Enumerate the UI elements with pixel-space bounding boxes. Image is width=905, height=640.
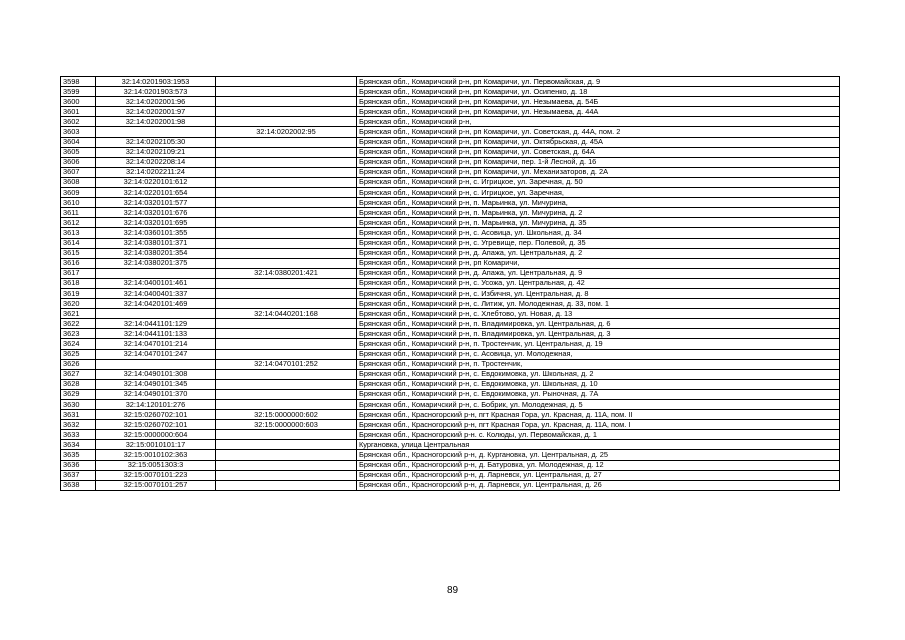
cadastral-number-cell: 32:14:0441101:133 [96,329,216,339]
building-cadastral-number-cell [216,379,357,389]
address-cell: Брянская обл., Комаричский р-н, с. Асовица, ул. Молодежная, [357,349,840,359]
address-cell: Брянская обл., Комаричский р-н, с. Угревище, пер. Полевой, д. 35 [357,238,840,248]
table-row [61,107,840,117]
cadastral-number-cell: 32:14:0380101:371 [96,238,216,248]
address-cell: Брянская обл., Комаричский р-н, с. Евдокимовка, ул. Рыночная, д. 7А [357,389,840,399]
table-row [61,117,840,127]
table-row [61,389,840,399]
cadastral-number-cell: 32:14:0202208:14 [96,157,216,167]
cadastral-number-cell: 32:14:0490101:308 [96,369,216,379]
cadastral-number-cell: 32:14:0202105:30 [96,137,216,147]
address-cell: Кургановка, улица Центральная [357,440,840,450]
building-cadastral-number-cell [216,470,357,480]
address-cell: Брянская обл., Красногорский р-н, д. Батуровка, ул. Молодежная, д. 12 [357,460,840,470]
address-cell: Брянская обл., Комаричский р-н, д. Апажа, ул. Центральная, д. 9 [357,268,840,278]
row-number-cell: 3619 [61,288,96,298]
table-row [61,268,840,278]
table-row [61,167,840,177]
table-row [61,228,840,238]
row-number-cell: 3633 [61,430,96,440]
row-number-cell: 3601 [61,107,96,117]
cadastral-number-cell: 32:14:0220101:612 [96,177,216,187]
row-number-cell: 3604 [61,137,96,147]
row-number-cell: 3618 [61,278,96,288]
building-cadastral-number-cell [216,208,357,218]
cadastral-number-cell: 32:15:0260702:101 [96,410,216,420]
cadastral-number-cell: 32:14:0470101:214 [96,339,216,349]
address-cell: Брянская обл., Комаричский р-н, п. Тростенчик, ул. Центральная, д. 19 [357,339,840,349]
cadastral-number-cell [96,127,216,137]
row-number-cell: 3620 [61,299,96,309]
cadastral-number-cell: 32:14:0441101:129 [96,319,216,329]
table-row [61,329,840,339]
building-cadastral-number-cell [216,238,357,248]
address-cell: Брянская обл., Комаричский р-н, рп Комаричи, пер. 1-й Лесной, д. 16 [357,157,840,167]
table-row [61,349,840,359]
building-cadastral-number-cell [216,77,357,87]
table-row [61,147,840,157]
building-cadastral-number-cell [216,218,357,228]
cadastral-number-cell: 32:14:0202001:96 [96,97,216,107]
cadastral-number-cell: 32:14:0380201:354 [96,248,216,258]
building-cadastral-number-cell [216,440,357,450]
table-row [61,198,840,208]
row-number-cell: 3603 [61,127,96,137]
address-cell: Брянская обл., Красногорский р-н, пгт Красная Гора, ул. Красная, д. 11А, пом. I [357,420,840,430]
row-number-cell: 3621 [61,309,96,319]
cadastral-number-cell: 32:14:0202211:24 [96,167,216,177]
table-row [61,188,840,198]
cadastral-number-cell [96,268,216,278]
address-cell: Брянская обл., Комаричский р-н, с. Евдокимовка, ул. Школьная, д. 2 [357,369,840,379]
address-cell: Брянская обл., Красногорский р-н, д. Кургановка, ул. Центральная, д. 25 [357,450,840,460]
building-cadastral-number-cell: 32:14:0202002:95 [216,127,357,137]
table-row [61,379,840,389]
table-row [61,288,840,298]
address-cell: Брянская обл., Комаричский р-н, рп Комаричи, ул. Незымаева, д. 44А [357,107,840,117]
row-number-cell: 3616 [61,258,96,268]
table-row [61,137,840,147]
address-cell: Брянская обл., Красногорский р-н, д. Ларневск, ул. Центральная, д. 27 [357,470,840,480]
building-cadastral-number-cell [216,258,357,268]
row-number-cell: 3623 [61,329,96,339]
building-cadastral-number-cell: 32:14:0380201:421 [216,268,357,278]
page-number: 89 [446,585,459,596]
cadastral-number-cell: 32:14:0202001:97 [96,107,216,117]
building-cadastral-number-cell [216,248,357,258]
table-row [61,359,840,369]
table-row [61,258,840,268]
row-number-cell: 3613 [61,228,96,238]
table-row [61,400,840,410]
building-cadastral-number-cell [216,450,357,460]
row-number-cell: 3615 [61,248,96,258]
cadastral-number-cell: 32:15:0070101:257 [96,480,216,490]
address-cell: Брянская обл., Комаричский р-н, п. Владимировка, ул. Центральная, д. 3 [357,329,840,339]
building-cadastral-number-cell [216,157,357,167]
building-cadastral-number-cell [216,177,357,187]
row-number-cell: 3611 [61,208,96,218]
row-number-cell: 3612 [61,218,96,228]
address-cell: Брянская обл., Комаричский р-н, с. Игрицкое, ул. Заречная, д. 50 [357,177,840,187]
building-cadastral-number-cell [216,430,357,440]
row-number-cell: 3610 [61,198,96,208]
address-cell: Брянская обл., Комаричский р-н, с. Усожа, ул. Центральная, д. 42 [357,278,840,288]
building-cadastral-number-cell [216,329,357,339]
building-cadastral-number-cell [216,107,357,117]
address-cell: Брянская обл., Красногорский р-н, пгт Красная Гора, ул. Красная, д. 11А, пом. II [357,410,840,420]
building-cadastral-number-cell [216,400,357,410]
cadastral-number-cell: 32:15:0260702:101 [96,420,216,430]
row-number-cell: 3598 [61,77,96,87]
building-cadastral-number-cell [216,97,357,107]
address-cell: Брянская обл., Комаричский р-н, рп Комаричи, ул. Октябрьская, д. 45А [357,137,840,147]
building-cadastral-number-cell [216,87,357,97]
address-cell: Брянская обл., Комаричский р-н, с. Евдокимовка, ул. Школьная, д. 10 [357,379,840,389]
row-number-cell: 3609 [61,188,96,198]
address-cell: Брянская обл., Комаричский р-н, с. Игрицкое, ул. Заречная, [357,188,840,198]
row-number-cell: 3634 [61,440,96,450]
cadastral-number-cell: 32:15:0051303:3 [96,460,216,470]
cadastral-number-cell: 32:14:0380201:375 [96,258,216,268]
cadastral-number-cell: 32:14:0202109:21 [96,147,216,157]
row-number-cell: 3624 [61,339,96,349]
building-cadastral-number-cell [216,167,357,177]
row-number-cell: 3600 [61,97,96,107]
row-number-cell: 3635 [61,450,96,460]
table-row [61,369,840,379]
registry-table-body [61,77,840,491]
address-cell: Брянская обл., Комаричский р-н, [357,117,840,127]
table-row [61,410,840,420]
building-cadastral-number-cell [216,147,357,157]
table-row [61,299,840,309]
table-row [61,460,840,470]
cadastral-number-cell: 32:14:0320101:577 [96,198,216,208]
cadastral-number-cell: 32:14:0201903:1953 [96,77,216,87]
address-cell: Брянская обл., Комаричский р-н, рп Комаричи, [357,258,840,268]
cadastral-number-cell: 32:14:0400101:461 [96,278,216,288]
row-number-cell: 3605 [61,147,96,157]
building-cadastral-number-cell [216,389,357,399]
address-cell: Брянская обл., Комаричский р-н, с. Избичня, ул. Центральная, д. 8 [357,288,840,298]
row-number-cell: 3602 [61,117,96,127]
cadastral-number-cell: 32:14:0201903:573 [96,87,216,97]
address-cell: Брянская обл., Комаричский р-н, рп Комаричи, ул. Незымаева, д. 54Б [357,97,840,107]
row-number-cell: 3637 [61,470,96,480]
cadastral-number-cell: 32:14:0360101:355 [96,228,216,238]
table-row [61,177,840,187]
cadastral-number-cell: 32:15:0010102:363 [96,450,216,460]
address-cell: Брянская обл., Комаричский р-н, рп Комаричи, ул. Советская, д. 44А, пом. 2 [357,127,840,137]
table-row [61,450,840,460]
address-cell: Брянская обл., Комаричский р-н, п. Марьинка, ул. Мичурина, д. 2 [357,208,840,218]
table-row [61,97,840,107]
table-row [61,480,840,490]
cadastral-number-cell: 32:14:0420101:469 [96,299,216,309]
row-number-cell: 3627 [61,369,96,379]
building-cadastral-number-cell: 32:14:0470101:252 [216,359,357,369]
cadastral-number-cell: 32:14:0320101:676 [96,208,216,218]
address-cell: Брянская обл., Комаричский р-н, с. Хлебтово, ул. Новая, д. 13 [357,309,840,319]
cadastral-number-cell: 32:15:0000000:604 [96,430,216,440]
table-row [61,218,840,228]
cadastral-number-cell: 32:14:0400401:337 [96,288,216,298]
table-row [61,470,840,480]
cadastral-number-cell: 32:15:0070101:223 [96,470,216,480]
cadastral-number-cell: 32:14:0470101:247 [96,349,216,359]
row-number-cell: 3629 [61,389,96,399]
building-cadastral-number-cell [216,228,357,238]
table-row [61,77,840,87]
row-number-cell: 3622 [61,319,96,329]
cadastral-number-cell: 32:14:0490101:370 [96,389,216,399]
address-cell: Брянская обл., Комаричский р-н, п. Владимировка, ул. Центральная, д. 6 [357,319,840,329]
cadastral-number-cell: 32:14:0490101:345 [96,379,216,389]
address-cell: Брянская обл., Комаричский р-н, д. Апажа, ул. Центральная, д. 2 [357,248,840,258]
row-number-cell: 3632 [61,420,96,430]
building-cadastral-number-cell: 32:14:0440201:168 [216,309,357,319]
row-number-cell: 3599 [61,87,96,97]
cadastral-number-cell: 32:14:0202001:98 [96,117,216,127]
building-cadastral-number-cell [216,117,357,127]
building-cadastral-number-cell [216,339,357,349]
building-cadastral-number-cell [216,460,357,470]
building-cadastral-number-cell: 32:15:0000000:603 [216,420,357,430]
address-cell: Брянская обл., Комаричский р-н, рп Комаричи, ул. Механизаторов, д. 2А [357,167,840,177]
address-cell: Брянская обл., Комаричский р-н, рп Комаричи, ул. Советская, д. 64А [357,147,840,157]
row-number-cell: 3630 [61,400,96,410]
building-cadastral-number-cell [216,319,357,329]
row-number-cell: 3606 [61,157,96,167]
cadastral-number-cell: 32:14:120101:276 [96,400,216,410]
row-number-cell: 3636 [61,460,96,470]
table-row [61,278,840,288]
building-cadastral-number-cell [216,288,357,298]
cadastral-number-cell [96,309,216,319]
address-cell: Брянская обл., Красногорский р-н, д. Ларневск, ул. Центральная, д. 26 [357,480,840,490]
table-row [61,440,840,450]
row-number-cell: 3626 [61,359,96,369]
building-cadastral-number-cell [216,278,357,288]
table-row [61,319,840,329]
table-row [61,430,840,440]
row-number-cell: 3638 [61,480,96,490]
building-cadastral-number-cell [216,188,357,198]
building-cadastral-number-cell [216,299,357,309]
address-cell: Брянская обл., Комаричский р-н, п. Тростенчик, [357,359,840,369]
building-cadastral-number-cell [216,369,357,379]
table-row [61,420,840,430]
cadastral-number-cell: 32:15:0010101:17 [96,440,216,450]
row-number-cell: 3608 [61,177,96,187]
address-cell: Брянская обл., Комаричский р-н, с. Литиж, ул. Молодежная, д. 33, пом. 1 [357,299,840,309]
table-row [61,127,840,137]
address-cell: Брянская обл., Комаричский р-н, п. Марьинка, ул. Мичурина, [357,198,840,208]
address-cell: Брянская обл., Комаричский р-н, п. Марьинка, ул. Мичурина, д. 35 [357,218,840,228]
table-row [61,339,840,349]
table-row [61,309,840,319]
row-number-cell: 3625 [61,349,96,359]
row-number-cell: 3628 [61,379,96,389]
table-row [61,87,840,97]
address-cell: Брянская обл., Комаричский р-н, рп Комаричи, ул. Первомайская, д. 9 [357,77,840,87]
row-number-cell: 3614 [61,238,96,248]
row-number-cell: 3617 [61,268,96,278]
table-row [61,248,840,258]
cadastral-number-cell [96,359,216,369]
table-row [61,238,840,248]
address-cell: Брянская обл., Комаричский р-н, с. Бобрик, ул. Молодежная, д. 5 [357,400,840,410]
address-cell: Брянская обл., Комаричский р-н, рп Комаричи, ул. Осипенко, д. 18 [357,87,840,97]
address-cell: Брянская обл., Красногорский р-н. с. Колюды, ул. Первомайская, д. 1 [357,430,840,440]
registry-table [60,76,840,491]
building-cadastral-number-cell [216,349,357,359]
row-number-cell: 3631 [61,410,96,420]
row-number-cell: 3607 [61,167,96,177]
building-cadastral-number-cell: 32:15:0000000:602 [216,410,357,420]
cadastral-number-cell: 32:14:0220101:654 [96,188,216,198]
table-row [61,157,840,167]
address-cell: Брянская обл., Комаричский р-н, с. Асовица, ул. Школьная, д. 34 [357,228,840,238]
cadastral-number-cell: 32:14:0320101:695 [96,218,216,228]
building-cadastral-number-cell [216,137,357,147]
table-row [61,208,840,218]
building-cadastral-number-cell [216,198,357,208]
building-cadastral-number-cell [216,480,357,490]
